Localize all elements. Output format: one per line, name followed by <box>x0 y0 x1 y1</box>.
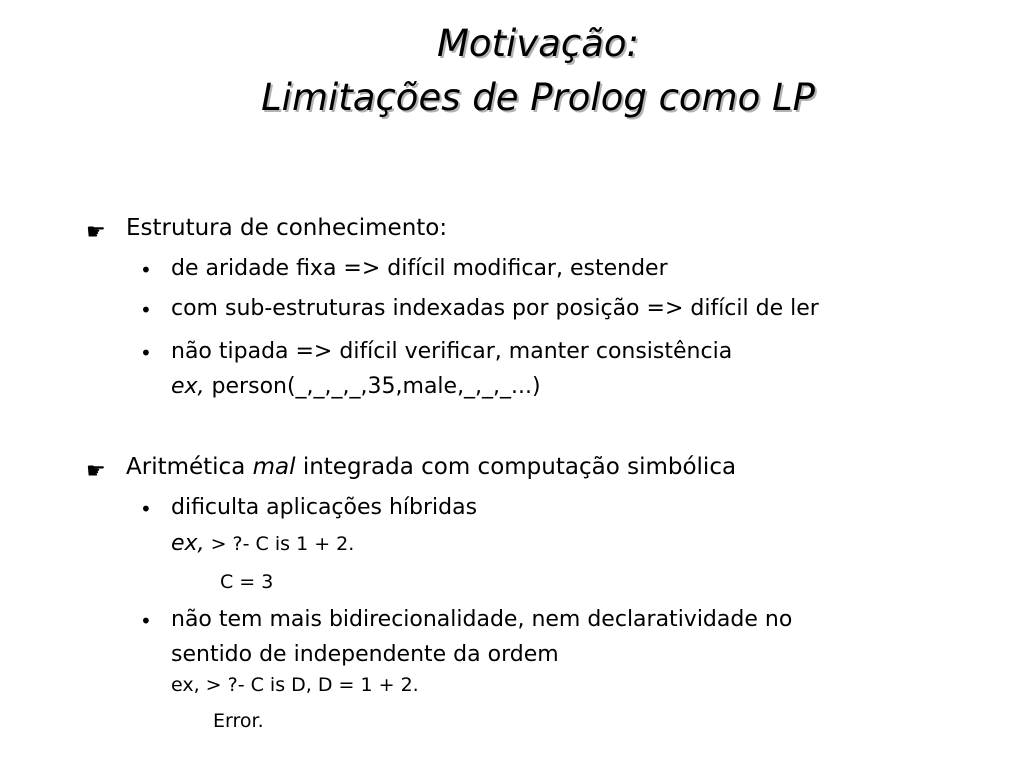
example-code: person(_,_,_,_,35,male,_,_,_...) <box>204 374 541 399</box>
slide-title-line2: Limitações de Prolog como LP <box>261 76 815 119</box>
section2-item-2-line1: não tem mais bidirecionalidade, nem declaratividade no <box>171 607 793 632</box>
section2-item1-result: C = 3 <box>220 571 274 593</box>
heading-italic: mal <box>252 454 296 480</box>
heading-start: Aritmética <box>126 454 253 480</box>
bullet-dot-icon: • <box>140 341 152 365</box>
example-prefix: ex, <box>171 531 205 556</box>
bullet-dot-icon: • <box>140 497 152 521</box>
section1-item-1: de aridade fixa => difícil modificar, estender <box>171 256 668 281</box>
section2-item2-example: ex, > ?- C is D, D = 1 + 2. <box>171 674 419 696</box>
section2-item-2-line2: sentido de independente da ordem <box>171 642 559 667</box>
section1-item-3: não tipada => difícil verificar, manter consistência <box>171 339 733 364</box>
bullet-dot-icon: • <box>140 258 152 282</box>
section1-example <box>171 373 541 401</box>
example-code: > ?- C is 1 + 2. <box>204 533 355 555</box>
slide-title-line1: Motivação: <box>436 22 640 65</box>
section2-item2-result: Error. <box>213 710 264 732</box>
bullet-dot-icon: • <box>140 298 152 322</box>
heading-end: integrada com computação simbólica <box>295 454 737 480</box>
example-prefix: ex, <box>171 374 205 399</box>
section1-item-2: com sub-estruturas indexadas por posição => difícil de ler <box>171 296 819 321</box>
section1-heading: Estrutura de conhecimento: <box>126 215 448 241</box>
section2-heading <box>126 453 736 481</box>
section2-item1-example <box>171 530 354 558</box>
pointing-hand-icon: ☛ <box>86 220 106 245</box>
bullet-dot-icon: • <box>140 609 152 633</box>
section2-item-1: dificulta aplicações híbridas <box>171 495 478 520</box>
pointing-hand-icon: ☛ <box>86 459 106 484</box>
